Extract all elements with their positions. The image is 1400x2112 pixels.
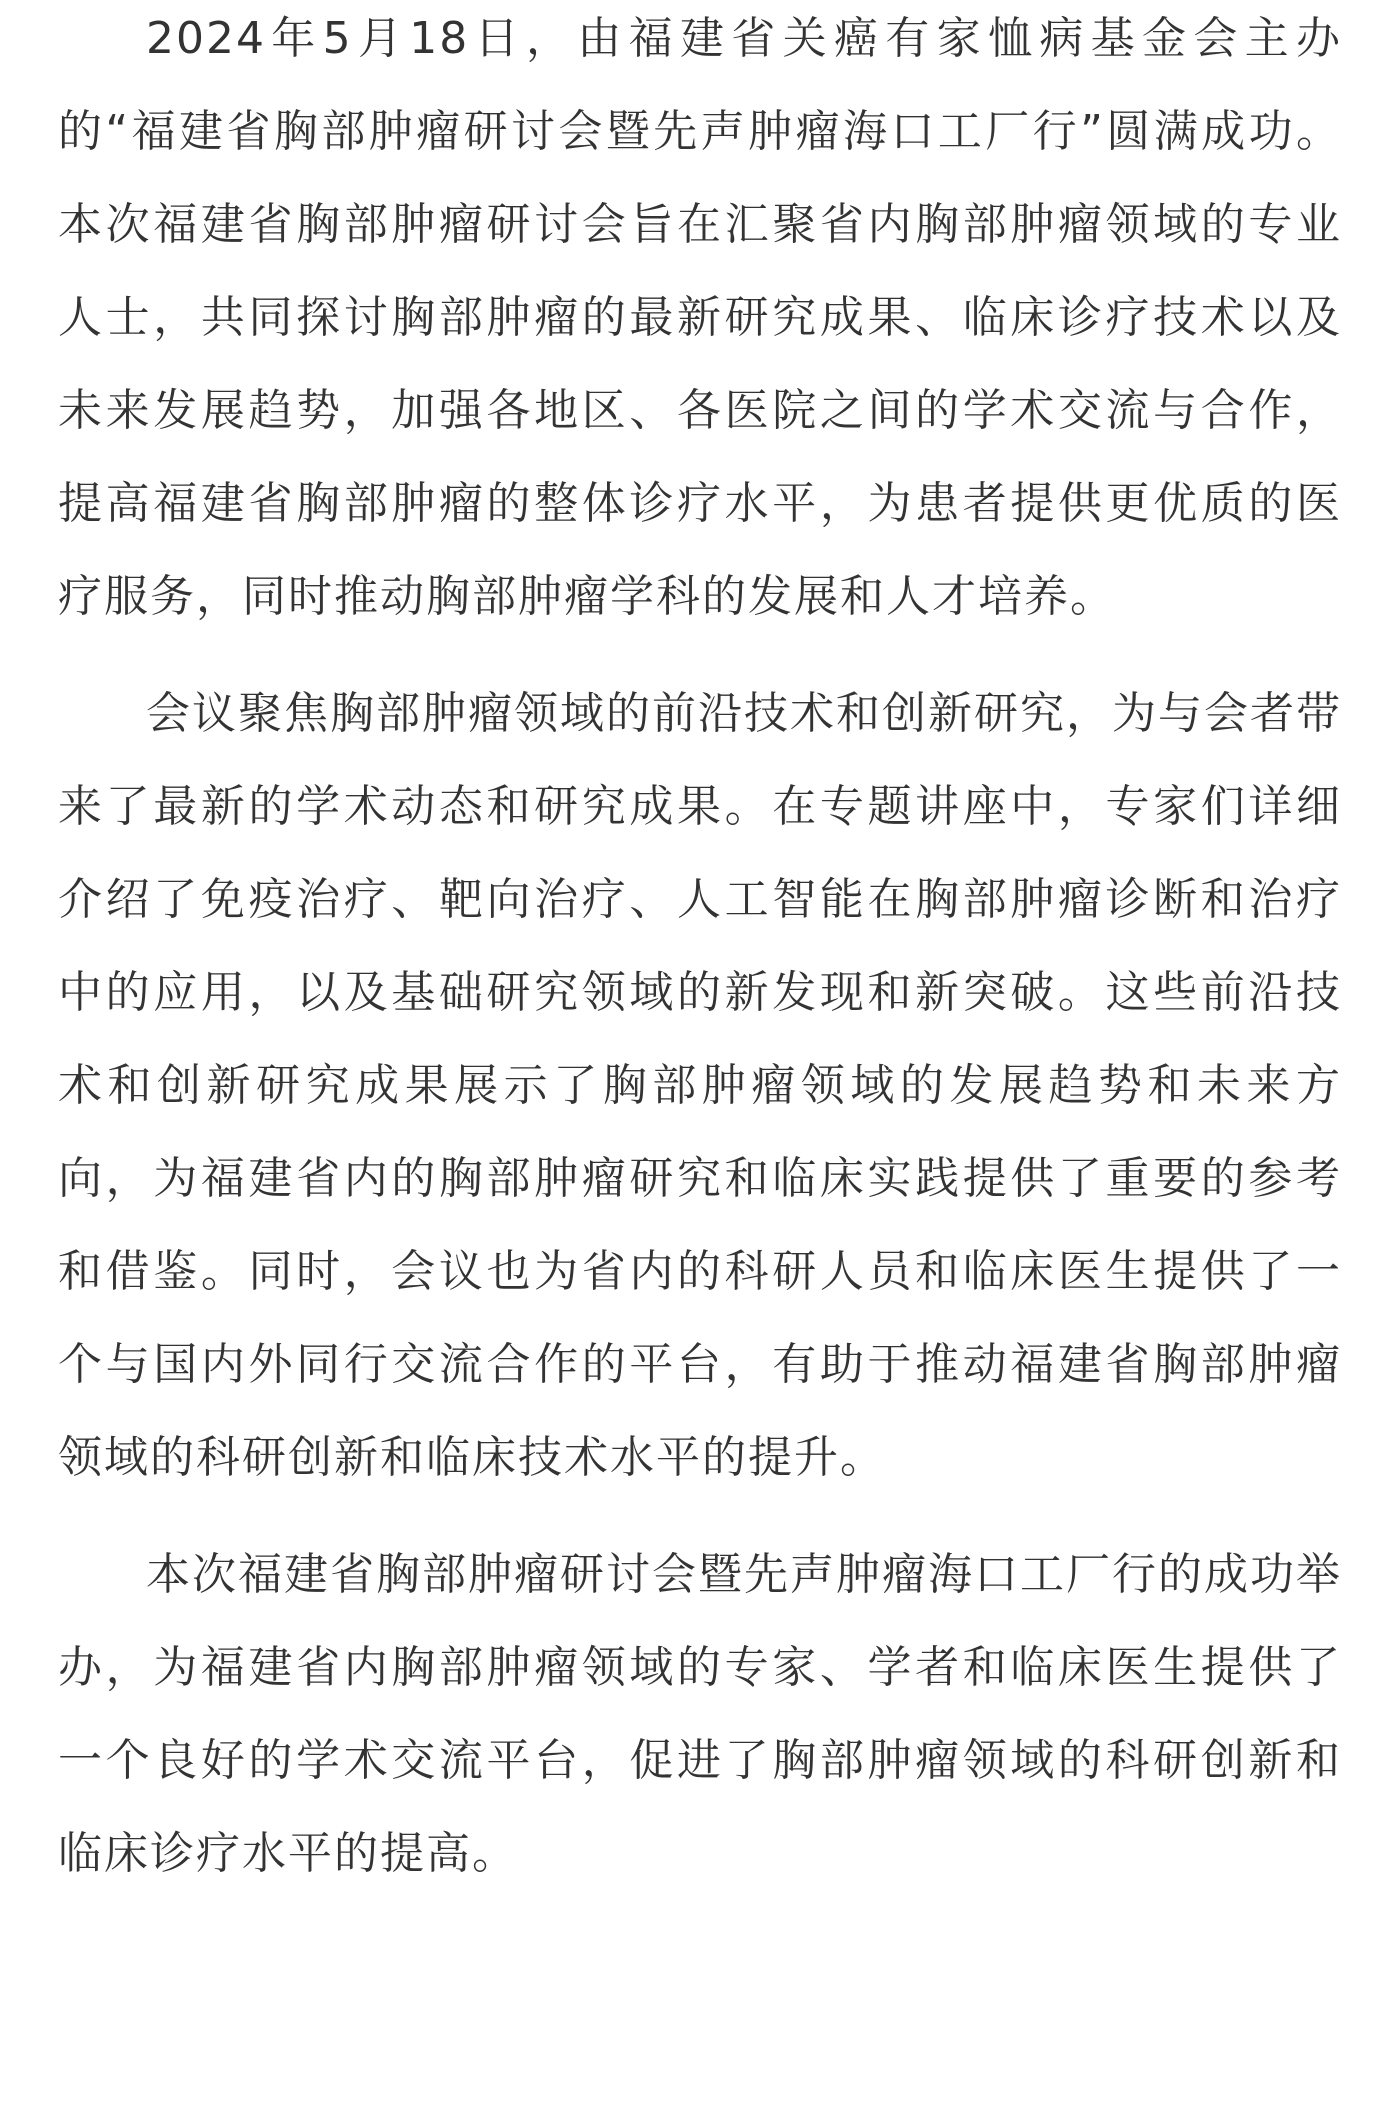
article-body xyxy=(58,0,1342,1924)
paragraph-focus: 会议聚焦胸部肿瘤领域的前沿技术和创新研究，为与会者带来了最新的学术动态和研究成果。在专题讲座中，专家们详细介绍了免疫治疗、靶向治疗、人工智能在胸部肿瘤诊断和治疗中的应用，以及基础研究领域的新发现和新突破。这些前沿技术和创新研究成果展示了胸部肿瘤领域的发展趋势和未来方向，为福建省内的胸部肿瘤研究和临床实践提供了重要的参考和借鉴。同时，会议也为省内的科研人员和临床医生提供了一个与国内外同行交流合作的平台，有助于推动福建省胸部肿瘤领域的科研创新和临床技术水平的提升。 xyxy=(58,688,1342,1483)
paragraph-intro: 2024年5月18日，由福建省关癌有家恤病基金会主办的“福建省胸部肿瘤研讨会暨先声肿瘤海口工厂行”圆满成功。本次福建省胸部肿瘤研讨会旨在汇聚省内胸部肿瘤领域的专业人士，共同探讨胸部肿瘤的最新研究成果、临床诊疗技术以及未来发展趋势，加强各地区、各医院之间的学术交流与合作，提高福建省胸部肿瘤的整体诊疗水平，为患者提供更优质的医疗服务，同时推动胸部肿瘤学科的发展和人才培养。 xyxy=(58,13,1342,622)
paragraph-summary: 本次福建省胸部肿瘤研讨会暨先声肿瘤海口工厂行的成功举办，为福建省内胸部肿瘤领域的专家、学者和临床医生提供了一个良好的学术交流平台，促进了胸部肿瘤领域的科研创新和临床诊疗水平的提高。 xyxy=(58,1549,1342,1879)
